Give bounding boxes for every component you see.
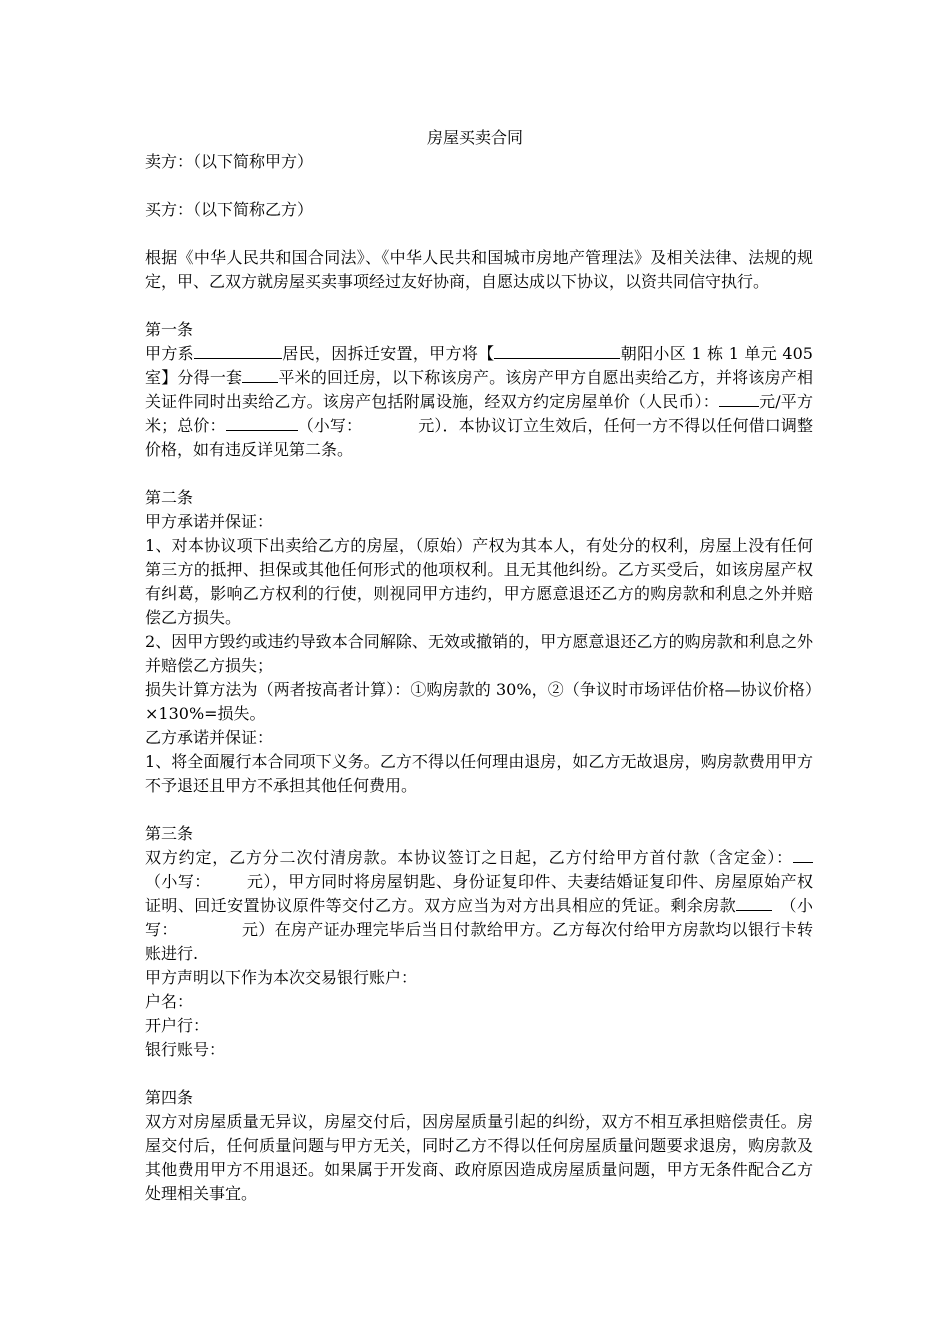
- article2-clause-b1: 1、将全面履行本合同项下义务。乙方不得以任何理由退房，如乙方无故退房，购房款费用甲方不予退还且甲方不承担其他任何费用。: [145, 752, 813, 795]
- account-name-label: 户名：: [145, 992, 194, 1011]
- buyer-label: 买方：: [145, 200, 194, 219]
- contract-title: 房屋买卖合同: [426, 128, 523, 147]
- article1-part: 甲方系: [145, 344, 194, 363]
- bank-name-label: 开户行：: [145, 1016, 210, 1035]
- party-b-commit: 乙方承诺并保证：: [145, 728, 274, 747]
- article3-heading: 第三条: [145, 824, 194, 843]
- seller-label: 卖方：: [145, 152, 194, 171]
- article3-part: （小写：: [145, 896, 813, 939]
- article4-text: 双方对房屋质量无异议，房屋交付后，因房屋质量引起的纠纷，双方不相互承担赔偿责任。房屋交付后，任何质量问题与甲方无关，同时乙方不得以任何房屋质量问题要求退房，购房款及其他费用甲方不用退还。如果属于开发商、政府原因造成房屋质量问题，甲方无条件配合乙方处理相关事宜。: [145, 1112, 813, 1203]
- article1-part: 元/平方米；总价：: [145, 392, 813, 435]
- article2-heading: 第二条: [145, 488, 194, 507]
- party-a-commit: 甲方承诺并保证：: [145, 512, 274, 531]
- article4-heading: 第四条: [145, 1088, 194, 1107]
- seller-line: [145, 150, 813, 174]
- buyer-note: （以下简称乙方）: [193, 200, 314, 219]
- blank-line: [494, 343, 620, 359]
- article3-part: 元）在房产证办理完毕后当日付款给甲方。乙方每次付给甲方房款均以银行卡转账进行.: [145, 920, 813, 963]
- article1-part: 元）．本协议订立生效后，任何一方不得以任何借口调整价格，如有违反详见第二条。: [145, 416, 813, 459]
- article1-part: （小写：: [297, 416, 363, 435]
- article3-part: （小写：: [145, 872, 211, 891]
- article1-part: 居民，因拆迁安置，甲方将【: [281, 344, 495, 363]
- article3-text: [145, 846, 813, 966]
- article1-text: [145, 342, 813, 462]
- preamble: 根据《中华人民共和国合同法》、《中华人民共和国城市房地产管理法》及相关法律、法规的规定，甲、乙双方就房屋买卖事项经过友好协商，自愿达成以下协议，以资共同信守执行。: [145, 248, 813, 291]
- blank-line: [719, 391, 759, 407]
- article3-part: 双方约定，乙方分二次付清房款。本协议签订之日起，乙方付给甲方首付款（含定金）：: [145, 848, 793, 867]
- blank-line: [194, 343, 282, 359]
- contract-body: [145, 150, 813, 1206]
- buyer-line: [145, 198, 813, 222]
- bank-intro: 甲方声明以下作为本次交易银行账户：: [145, 968, 418, 987]
- blank-line: [793, 847, 813, 863]
- blank-line: [736, 895, 772, 911]
- article2-clause-a1: 1、对本协议项下出卖给乙方的房屋，（原始）产权为其本人，有处分的权利，房屋上没有任何第三方的抵押、担保或其他任何形式的他项权利。且无其他纠纷。乙方买受后，如该房屋产权有纠葛，影响乙方权利的行使，则视同甲方违约，甲方愿意退还乙方的购房款和利息之外并赔偿乙方损失。: [145, 536, 813, 627]
- article2-clause-a2: 2、因甲方毁约或违约导致本合同解除、无效或撤销的，甲方愿意退还乙方的购房款和利息之外并赔偿乙方损失；: [145, 632, 813, 675]
- article1-part: 朝阳小区 1 栋 1 单元 405室】分得一套: [145, 344, 813, 387]
- blank-line: [226, 415, 298, 431]
- article1-part: 平米的回迁房，以下称该房产。该房产甲方自愿出卖给乙方，并将该房产相关证件同时出卖给乙方。该房产包括附属设施，经双方约定房屋单价（人民币）：: [145, 368, 813, 411]
- account-number-label: 银行账号：: [145, 1040, 226, 1059]
- loss-calculation: 损失计算方法为（两者按高者计算）：①购房款的 30%，②（争议时市场评估价格—协议价格）×130%=损失。: [145, 680, 813, 723]
- blank-line: [242, 367, 278, 383]
- article3-part: 元），甲方同时将房屋钥匙、身份证复印件、夫妻结婚证复印件、房屋原始产权证明、回迁安置协议原件等交付乙方。双方应当为对方出具相应的凭证。剩余房款: [145, 872, 813, 915]
- article1-heading: 第一条: [145, 320, 194, 339]
- seller-note: （以下简称甲方）: [193, 152, 314, 171]
